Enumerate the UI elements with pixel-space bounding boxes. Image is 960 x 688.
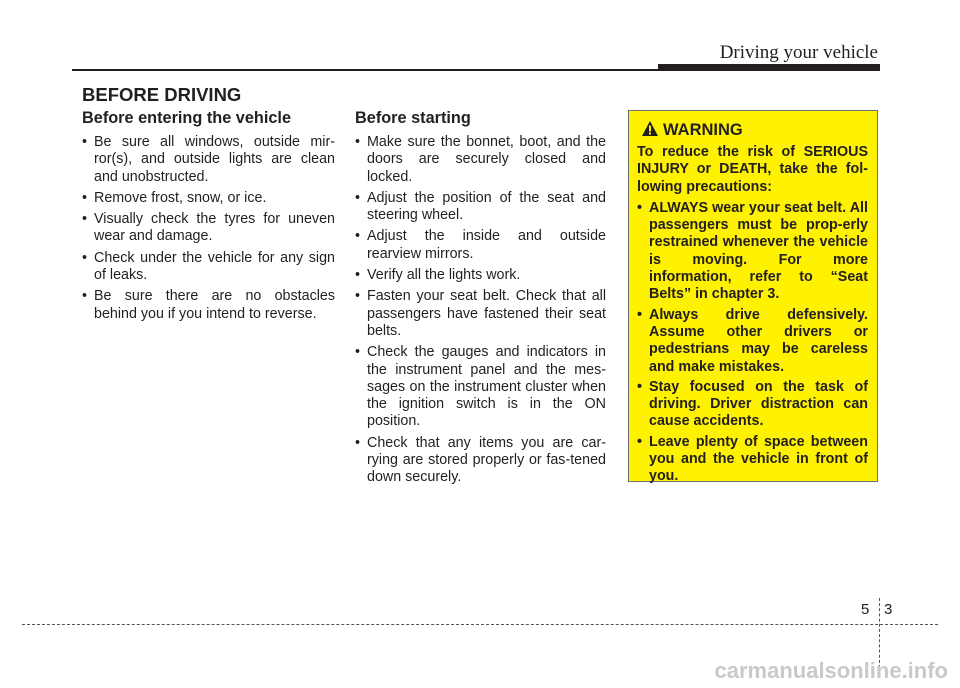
- list-item: • Check under the vehicle for any sign of leaks.: [82, 250, 335, 285]
- warning-intro: To reduce the risk of SERIOUS INJURY or DEATH, take the fol-lowing precautions:: [637, 144, 868, 195]
- warning-header: [637, 120, 868, 142]
- list-item: • Leave plenty of space between you and the vehicle in front of you.: [637, 434, 868, 486]
- list-item: • Check that any items you are car-rying are stored properly or fas-tened down securely.: [355, 435, 606, 487]
- watermark: carmanualsonline.info: [714, 658, 948, 683]
- section-title: BEFORE DRIVING: [82, 84, 242, 105]
- list-item: • Be sure there are no obstacles behind you if you intend to reverse.: [82, 288, 335, 323]
- footer-rule: [22, 624, 938, 625]
- warning-triangle-icon: [641, 120, 659, 142]
- middle-column-list: [355, 134, 606, 487]
- header-title: Driving your vehicle: [719, 42, 878, 63]
- middle-column-heading: Before starting: [355, 109, 471, 127]
- left-column-list: [82, 134, 335, 323]
- warning-box: [628, 110, 878, 485]
- warning-list: [637, 200, 868, 486]
- list-item: • Be sure all windows, outside mir-ror(s), and outside lights are clean and unobstructed.: [82, 134, 335, 186]
- middle-column: [355, 109, 606, 491]
- page-number: 3: [884, 601, 893, 618]
- list-item: • Stay focused on the task of driving. Driver distraction can cause accidents.: [637, 379, 868, 431]
- list-item: • Adjust the position of the seat and steering wheel.: [355, 190, 606, 225]
- header-rule-accent: [658, 64, 880, 71]
- list-item: • Verify all the lights work.: [355, 267, 606, 284]
- list-item: • Check the gauges and indicators in the instrument panel and the mes-sages on the instrument cluster when the ignition switch is in the ON position.: [355, 344, 606, 430]
- left-column: [82, 109, 335, 327]
- list-item: • Fasten your seat belt. Check that all passengers have fastened their seat belts.: [355, 288, 606, 340]
- list-item: • ALWAYS wear your seat belt. All passengers must be prop-erly restrained whenever the vehicle is moving. For more information, refer to “Seat Belts” in chapter 3.: [637, 200, 868, 304]
- warning-title: WARNING: [663, 121, 743, 140]
- list-item: • Visually check the tyres for uneven wear and damage.: [82, 211, 335, 246]
- list-item: • Always drive defensively. Assume other drivers or pedestrians may be careless and make mistakes.: [637, 307, 868, 376]
- left-column-heading: Before entering the vehicle: [82, 109, 292, 127]
- chapter-number: 5: [861, 601, 870, 618]
- list-item: • Adjust the inside and outside rearview mirrors.: [355, 228, 606, 263]
- list-item: • Make sure the bonnet, boot, and the doors are securely closed and locked.: [355, 134, 606, 186]
- list-item: • Remove frost, snow, or ice.: [82, 190, 335, 207]
